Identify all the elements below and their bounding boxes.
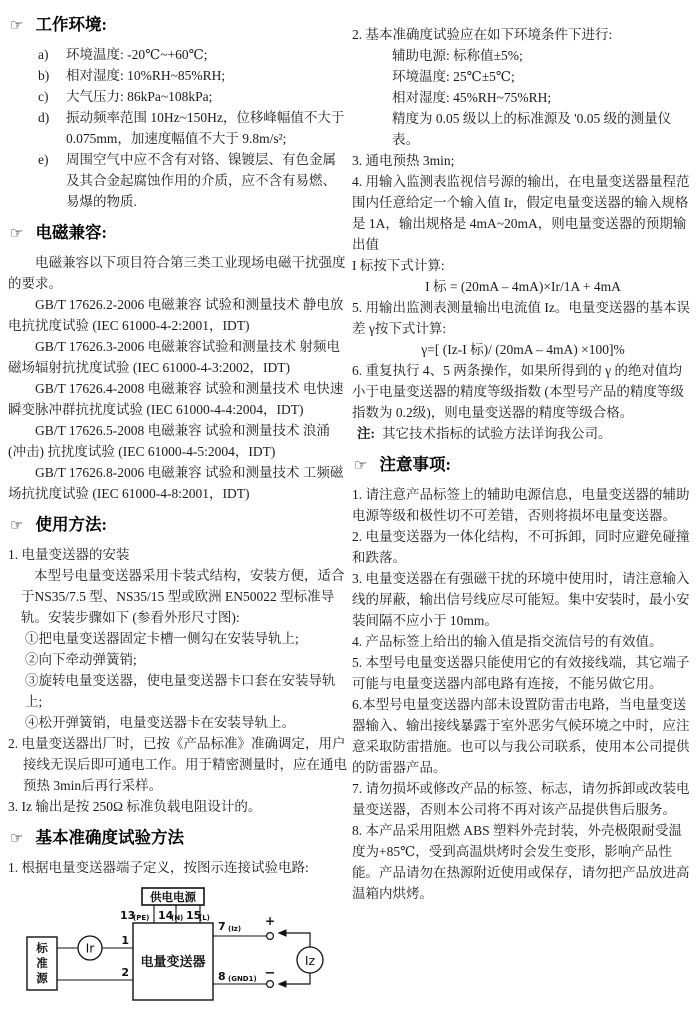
source-char-2: 准 bbox=[36, 956, 48, 970]
power-supply-label: 供电电源 bbox=[150, 890, 196, 904]
pointing-hand-icon: ☞ bbox=[10, 516, 24, 534]
item-label: 注: bbox=[357, 426, 375, 441]
paragraph: 辅助电源: 标称值±5%; bbox=[392, 48, 523, 63]
output-meter-label: Iz bbox=[304, 953, 316, 968]
paragraph: 环境温度: 25℃±5℃; bbox=[392, 69, 515, 84]
terminal-1-label: 1 bbox=[121, 934, 129, 947]
section-title: 工作环境: bbox=[35, 15, 107, 34]
paragraph: c) 大气压力: 86kPa~108kPa; bbox=[8, 86, 348, 107]
paragraph: ④松开弹簧销，电量变送器卡在安装导轨上。 bbox=[25, 715, 295, 730]
source-char-1: 标 bbox=[36, 941, 48, 955]
paragraph: 8. 本产品采用阻燃 ABS 塑料外壳封装，外壳极限耐受温度为+85℃，受到高温烘烤时会发生变形，影响产品性能。产品请勿在热源附近使用或保存，请勿把产品放进高温箱内烘烤。 bbox=[352, 823, 690, 901]
paragraph: GB/T 17626.8-2006 电磁兼容 试验和测量技术 工频磁场抗扰度试验 (IEC 61000-4-8:2001，IDT) bbox=[8, 465, 344, 501]
paragraph: GB/T 17626.4-2008 电磁兼容 试验和测量技术 电快速瞬变脉冲群抗扰度试验 (IEC 61000-4-4:2004，IDT) bbox=[8, 381, 344, 417]
paragraph: 3. 通电预热 3min; bbox=[352, 153, 455, 168]
terminal-7-sub: (Iz) bbox=[228, 925, 242, 933]
paragraph: 相对湿度: 45%RH~75%RH; bbox=[392, 90, 552, 105]
left-column bbox=[8, 0, 348, 1015]
meter-loop-top-wire bbox=[285, 933, 310, 947]
output-plus-terminal bbox=[267, 933, 274, 940]
transducer-label: 电量变送器 bbox=[140, 955, 206, 970]
paragraph: 4. 用输入监测表监视信号源的输出，在电量变送器量程范围内任意给定一个输入值 Ir，假定电量变送器的输入规格是 1A，输出规格是 4mA~20mA，则电量变送器的预期输出值 bbox=[352, 174, 690, 252]
paragraph: e) 周围空气中应不含有对铬、镍镀层、有色金属及其合金起腐蚀作用的介质，应不含有易燃、易爆的物质. bbox=[8, 149, 348, 212]
paragraph: 5. 本型号电量变送器只能使用它的有效接线端，其它端子可能与电量变送器内部电路有连接，不能另做它用。 bbox=[352, 655, 690, 691]
paragraph: γ=[ (Iz-I 标)/ (20mA – 4mA) ×100]% bbox=[421, 342, 625, 357]
paragraph: 7. 请勿损坏或修改产品的标签、标志，请勿拆卸或改装电量变送器，否则本公司将不再对该产品提供售后服务。 bbox=[352, 781, 690, 817]
terminal-7-label: 7 bbox=[218, 920, 226, 933]
section-header bbox=[8, 221, 348, 245]
section-header bbox=[352, 453, 694, 477]
terminal-15-sub: (L) bbox=[199, 914, 210, 922]
item-label: a) bbox=[38, 47, 49, 62]
paragraph: 6.本型号电量变送器内部未设置防雷击电路，当电量变送器输入、输出接线暴露于室外恶劣气候环境之中时，应注意采取防雷措施。也可以与我公司联系，使用本公司提供的防雷器产品。 bbox=[352, 697, 690, 775]
paragraph: 精度为 0.05 级以上的标准源及 '0.05 级的测量仪表。 bbox=[392, 111, 672, 147]
terminal-13-sub: (PE) bbox=[133, 914, 150, 922]
paragraph: I 标按下式计算: bbox=[352, 258, 445, 273]
paragraph: 1. 请注意产品标签上的辅助电源信息，电量变送器的辅助电源等级和极性切不可差错，否则将损坏电量变送器。 bbox=[352, 487, 690, 523]
paragraph: 本型号电量变送器采用卡装式结构，安装方便，适合于NS35/7.5 型、NS35/15 型或欧洲 EN50022 型标准导轨。安装步骤如下 (参看外形尺寸图): bbox=[21, 568, 345, 625]
paragraph: 2. 电量变送器出厂时，已按《产品标准》准确调定，用户接线无误后即可通电工作。用于精密测量时，应在通电预热 3min后再行采样。 bbox=[8, 736, 347, 793]
pointing-hand-icon: ☞ bbox=[354, 456, 368, 474]
terminal-14-label: 14 bbox=[158, 909, 174, 922]
right-column bbox=[352, 0, 694, 904]
terminal-15-label: 15 bbox=[186, 909, 202, 922]
paragraph: GB/T 17626.3-2006 电磁兼容试验和测量技术 射频电磁场辐射抗扰度试验 (IEC 61000-4-3:2002，IDT) bbox=[8, 339, 341, 375]
paragraph: 3. 电量变送器在有强磁干扰的环境中使用时，请注意输入线的屏蔽，输出信号线应尽可能短。集中安装时，最小安装间隔不应小于 10mm。 bbox=[352, 571, 690, 628]
arrow-left-bottom-icon bbox=[278, 980, 287, 988]
paragraph: 3. Iz 输出是按 250Ω 标准负载电阻设计的。 bbox=[8, 799, 262, 814]
section-title: 电磁兼容: bbox=[35, 223, 107, 242]
test-circuit-diagram bbox=[8, 885, 348, 1015]
paragraph: ①把电量变送器固定卡槽一侧勾在安装导轨上; bbox=[25, 631, 299, 646]
output-minus-terminal bbox=[267, 981, 274, 988]
paragraph: 5. 用输出监测表测量输出电流值 Iz。电量变送器的基本误差 γ按下式计算: bbox=[352, 300, 690, 336]
input-meter-label: Ir bbox=[85, 940, 95, 956]
paragraph: 电磁兼容以下项目符合第三类工业现场电磁干扰强度的要求。 bbox=[8, 255, 346, 291]
plus-sign: + bbox=[264, 914, 276, 928]
paragraph: ③旋转电量变送器，使电量变送器卡口套在安装导轨上; bbox=[25, 673, 336, 709]
section-title: 基本准确度试验方法 bbox=[35, 828, 184, 847]
section-title: 使用方法: bbox=[35, 515, 107, 534]
paragraph: a) 环境温度: -20℃~+60℃; bbox=[8, 44, 348, 65]
left-column-text bbox=[8, 13, 348, 878]
terminal-8-label: 8 bbox=[218, 970, 226, 983]
paragraph: GB/T 17626.5-2008 电磁兼容 试验和测量技术 浪涌 (冲击) 抗扰度试验 (IEC 61000-4-5:2004，IDT) bbox=[8, 423, 330, 459]
paragraph: 2. 基本准确度试验应在如下环境条件下进行: bbox=[352, 27, 613, 42]
paragraph: 1. 电量变送器的安装 bbox=[8, 547, 130, 562]
paragraph: 1. 根据电量变送器端子定义，按图示连接试验电路: bbox=[8, 860, 309, 875]
pointing-hand-icon: ☞ bbox=[10, 224, 24, 242]
section-header bbox=[8, 513, 348, 537]
terminal-2-label: 2 bbox=[121, 966, 129, 979]
paragraph: 注: 其它技术指标的试验方法详询我公司。 bbox=[357, 426, 612, 441]
paragraph: b) 相对湿度: 10%RH~85%RH; bbox=[8, 65, 348, 86]
paragraph: ②向下牵动弹簧销; bbox=[25, 652, 137, 667]
pointing-hand-icon: ☞ bbox=[10, 829, 24, 847]
item-label: b) bbox=[38, 68, 50, 83]
item-label: c) bbox=[38, 89, 49, 104]
paragraph: 6. 重复执行 4、5 两条操作，如果所得到的 γ 的绝对值均小于电量变送器的精度等级指数 (本型号产品的精度等级指数为 0.2级)，则电量变送器的精度等级合格。 bbox=[352, 363, 684, 420]
terminal-14-sub: (N) bbox=[171, 914, 184, 922]
paragraph: I 标 = (20mA – 4mA)×Ir/1A + 4mA bbox=[425, 279, 621, 294]
section-title: 注意事项: bbox=[379, 455, 451, 474]
paragraph: 2. 电量变送器为一体化结构，不可拆卸，同时应避免碰撞和跌落。 bbox=[352, 529, 690, 565]
arrow-left-top-icon bbox=[278, 929, 287, 937]
section-header bbox=[8, 13, 348, 37]
item-label: e) bbox=[38, 152, 49, 167]
terminal-8-sub: (GND1) bbox=[228, 975, 257, 983]
minus-sign: − bbox=[264, 966, 276, 981]
meter-loop-bottom-wire bbox=[285, 973, 310, 984]
paragraph: 4. 产品标签上给出的输入值是指交流信号的有效值。 bbox=[352, 634, 663, 649]
item-label: d) bbox=[38, 110, 50, 125]
pointing-hand-icon: ☞ bbox=[10, 16, 24, 34]
terminal-13-label: 13 bbox=[120, 909, 136, 922]
paragraph: d) 振动频率范围 10Hz~150Hz，位移峰幅值不大于0.075mm，加速度幅值不大于 9.8m/s²; bbox=[8, 107, 348, 149]
paragraph: GB/T 17626.2-2006 电磁兼容 试验和测量技术 静电放电抗扰度试验 (IEC 61000-4-2:2001，IDT) bbox=[8, 297, 344, 333]
section-header bbox=[8, 826, 348, 850]
source-char-3: 源 bbox=[36, 971, 48, 985]
